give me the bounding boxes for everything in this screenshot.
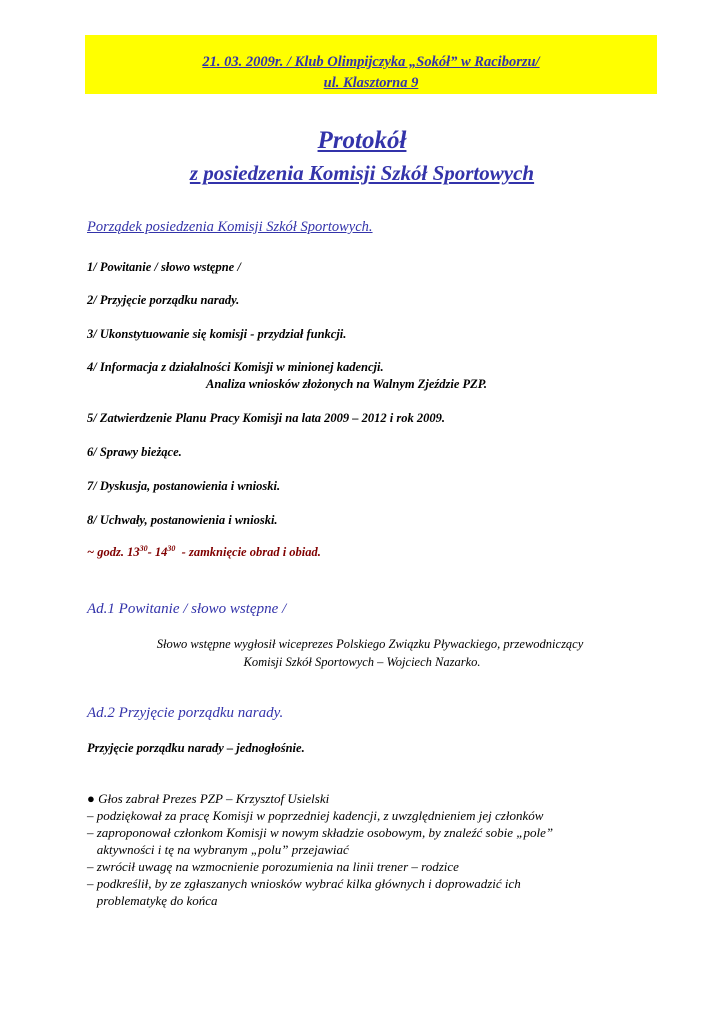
agenda-item-4-continued: Analiza wniosków złożonych na Walnym Zjeździe PZP. — [206, 377, 487, 391]
notes-line-4: aktywności i tę na wybranym „polu” przejawiać — [87, 842, 349, 857]
ad1-text-line-1: Słowo wstępne wygłosił wiceprezes Polskiego Związku Pływackiego, przewodniczący — [156, 637, 584, 651]
closing-time-end-minutes: 30 — [167, 543, 176, 553]
agenda-item-6: 6/ Sprawy bieżące. — [87, 445, 182, 459]
agenda-item-5: 5/ Zatwierdzenie Planu Pracy Komisji na lata 2009 – 2012 i rok 2009. — [87, 411, 446, 425]
header-banner — [85, 35, 657, 94]
agenda-item-1: 1/ Powitanie / słowo wstępne / — [87, 260, 241, 274]
agenda-item-3: 3/ Ukonstytuowanie się komisji - przydział funkcji. — [87, 327, 347, 341]
closing-time-end: - 14 — [147, 545, 168, 559]
ad1-text-line-2: Komisji Szkół Sportowych – Wojciech Nazarko. — [243, 655, 481, 669]
agenda-item-7: 7/ Dyskusja, postanowienia i wnioski. — [87, 479, 281, 493]
closing-time-start-minutes: 30 — [139, 543, 148, 553]
notes-line-7: problematykę do końca — [87, 893, 218, 908]
banner-date-location: 21. 03. 2009r. / Klub Olimpijczyka „Sokół” w Raciborzu/ — [202, 54, 540, 70]
banner-address: ul. Klasztorna 9 — [323, 75, 419, 91]
ad1-heading: Ad.1 Powitanie / słowo wstępne / — [87, 601, 287, 617]
notes-line-6: – podkreślił, by ze zgłaszanych wniosków wybrać kilka głównych i doprowadzić ich — [87, 876, 521, 891]
notes-line-1: ● Głos zabrał Prezes PZP – Krzysztof Usielski — [87, 791, 330, 806]
closing-time-start: ~ godz. 13 — [87, 545, 140, 559]
document-title: Protokół — [317, 127, 407, 154]
notes-line-3: – zaproponował członkom Komisji w nowym składzie osobowym, by znaleźć sobie „pole” — [87, 825, 554, 840]
agenda-heading: Porządek posiedzenia Komisji Szkół Sportowych. — [87, 219, 373, 235]
closing-description: - zamknięcie obrad i obiad. — [175, 545, 321, 559]
notes-line-2: – podziękował za pracę Komisji w poprzedniej kadencji, z uwzględnieniem jej członków — [87, 808, 544, 823]
ad2-heading: Ad.2 Przyjęcie porządku narady. — [87, 705, 284, 721]
document-subtitle: z posiedzenia Komisji Szkół Sportowych — [189, 161, 535, 185]
agenda-item-2: 2/ Przyjęcie porządku narady. — [87, 293, 240, 307]
ad2-text: Przyjęcie porządku narady – jednogłośnie. — [87, 741, 305, 755]
agenda-closing-time — [87, 545, 321, 560]
notes-line-5: – zwrócił uwagę na wzmocnienie porozumienia na linii trener – rodzice — [87, 859, 459, 874]
agenda-item-8: 8/ Uchwały, postanowienia i wnioski. — [87, 513, 278, 527]
agenda-item-4: 4/ Informacja z działalności Komisji w minionej kadencji. — [87, 360, 384, 374]
